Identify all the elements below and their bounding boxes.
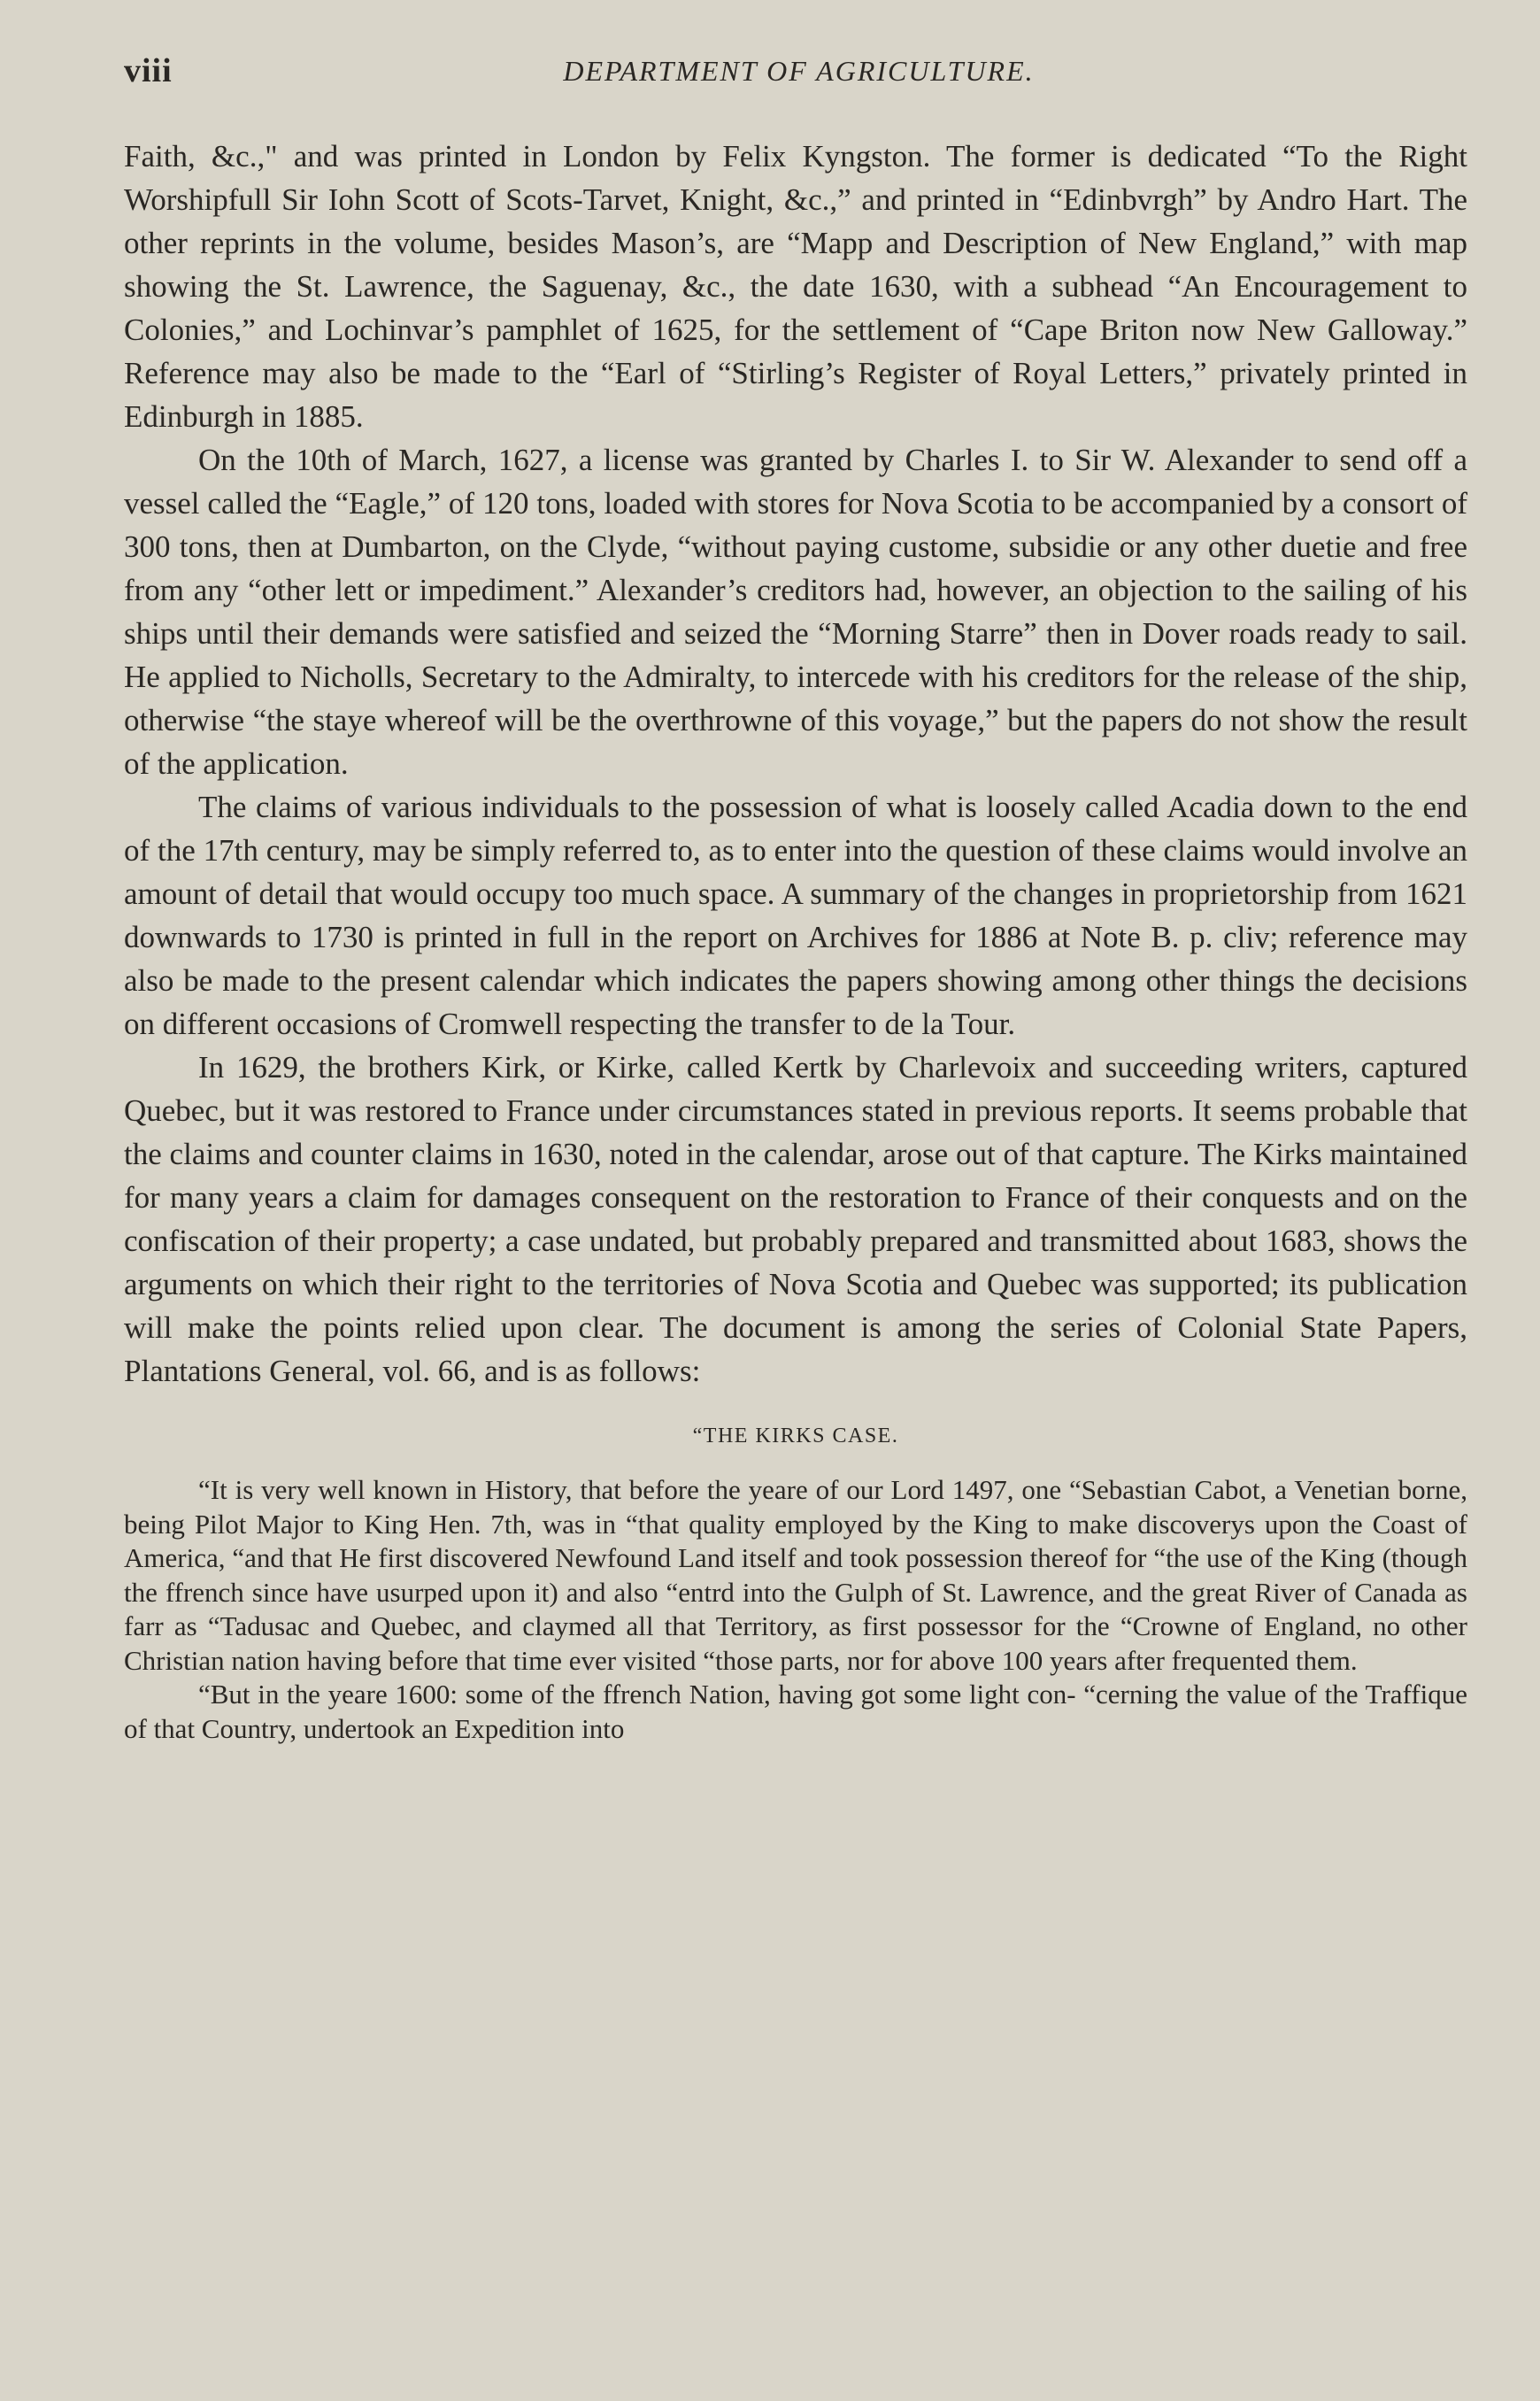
section-heading: “THE KIRKS CASE. [692,1424,899,1448]
running-title: DEPARTMENT OF AGRICULTURE. [563,55,1035,87]
paragraph-continuation: Faith, &c.," and was printed in London by Felix Kyngston. The former is dedicated “To the Right Worshipfull Sir Iohn Scott of Scots-Tarvet, Knight, &c.,” and printed in “Edinbvrgh” by Andro Hart. The other reprints in the volume, besides Mason’s, are “Mapp and Description of New England,” with map showing the St. Lawrence, the Saguenay, &c., the date 1630, with a subhead “An Encouragement to Colonies,” and Lochinvar’s pamphlet of 1625, for the settlement of “Cape Briton now New Galloway.” Reference may also be made to the “Earl of “Stirling’s Register of Royal Letters,” privately printed in Edinburgh in 1885. [124,139,1467,434]
page-number: viii [124,52,173,89]
page-header [124,51,1474,96]
quote-paragraph: “It is very well known in History, that before the yeare of our Lord 1497, one “Sebastian Cabot, a Venetian borne, being Pilot Major to King Hen. 7th, was in “that quality employed by the King to make discoverys upon the Coast of America, “and that He first discovered Newfound Land itself and took possession thereof for “the use of the King (though the ffrench since have usurped upon it) and also “entrd into the Gulph of St. Lawrence, and the great River of Canada as farr as “Tadusac and Quebec, and claymed all that Territory, as first possessor for the “Crowne of England, no other Christian nation having before that time ever visited “those parts, nor for above 100 years after frequented them. [124,1474,1467,1676]
paragraph-acadia-claims: The claims of various individuals to the possession of what is loosely called Acadia down to the end of the 17th century, may be simply referred to, as to enter into the question of these claims would involve an amount of detail that would occupy too much space. A summary of the changes in proprietorship from 1621 downwards to 1730 is printed in full in the report on Archives for 1886 at Note B. p. cliv; reference may also be made to the present calendar which indicates the papers showing among other things the decisions on different occasions of Cromwell respecting the transfer to de la Tour. [124,790,1467,1041]
body-text [124,135,1467,1746]
paragraph-license: On the 10th of March, 1627, a license was granted by Charles I. to Sir W. Alexander to send off a vessel called the “Eagle,” of 120 tons, loaded with stores for Nova Scotia to be accompanied by a consort of 300 tons, then at Dumbarton, on the Clyde, “without paying custome, subsidie or any other duetie and free from any “other lett or impediment.” Alexander’s creditors had, however, an objection to the sailing of his ships until their demands were satisfied and seized the “Morning Starre” then in Dover roads ready to sail. He applied to Nicholls, Secretary to the Admiralty, to intercede with his creditors for the release of the ship, otherwise “the staye whereof will be the overthrowne of this voyage,” but the papers do not show the result of the application. [124,443,1467,781]
paragraph-kirk-brothers: In 1629, the brothers Kirk, or Kirke, called Kertk by Charlevoix and succeeding writers, captured Quebec, but it was restored to France under circumstances stated in previous reports. It seems probable that the claims and counter claims in 1630, noted in the calendar, arose out of that capture. The Kirks maintained for many years a claim for damages consequent on the restoration to France of their conquests and on the confiscation of their property; a case undated, but probably prepared and transmitted about 1683, shows the arguments on which their right to the territories of Nova Scotia and Quebec was supported; its publication will make the points relied upon clear. The document is among the series of Colonial State Papers, Plantations General, vol. 66, and is as follows: [124,1050,1467,1388]
quote-paragraph: “But in the yeare 1600: some of the ffrench Nation, having got some light con- “cerning the value of the Traffique of that Country, undertook an Expedition into [124,1679,1467,1744]
